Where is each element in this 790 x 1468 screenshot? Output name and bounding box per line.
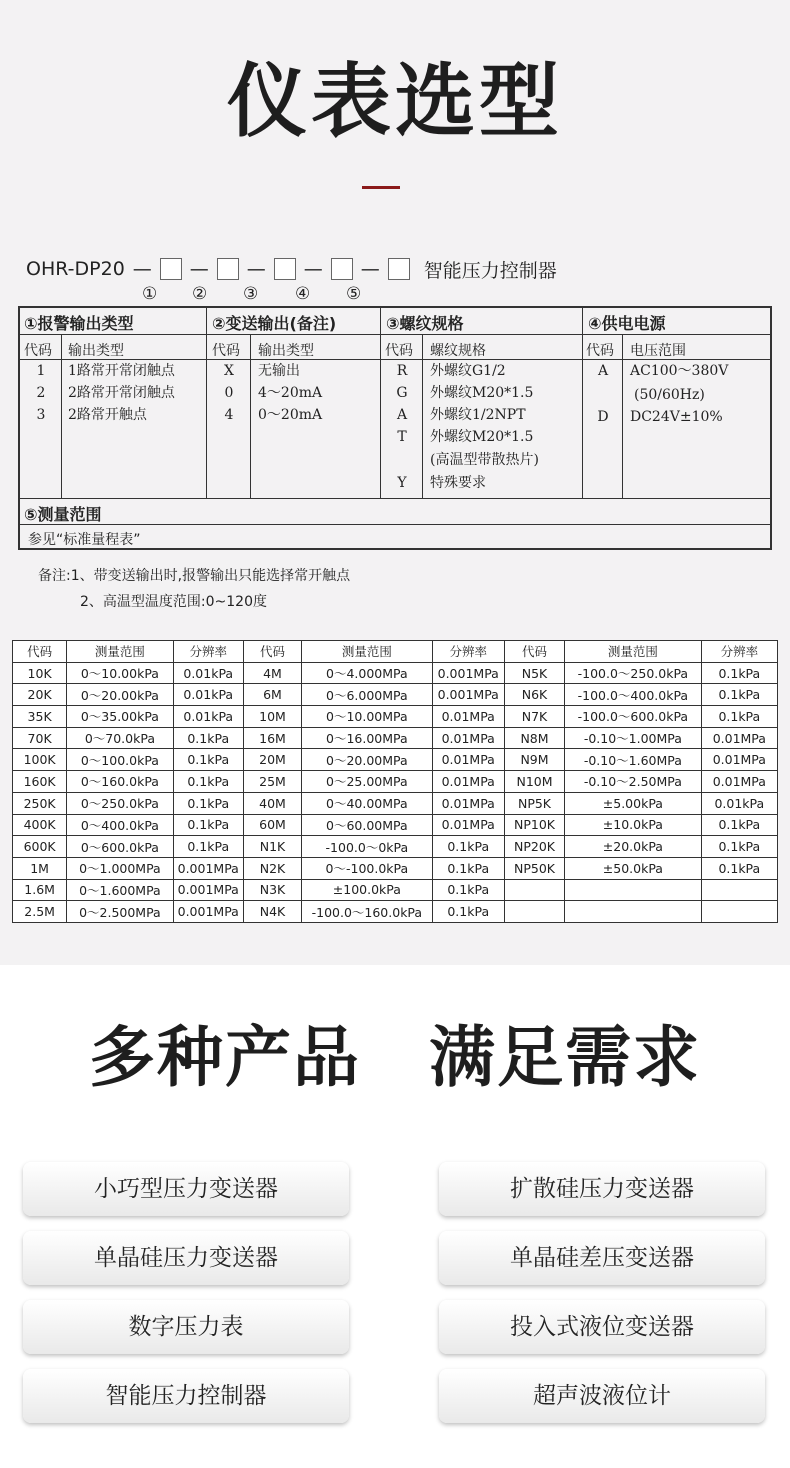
table-row: [13, 684, 778, 706]
table-cell: 0～100.0kPa: [67, 749, 173, 771]
table-cell: 0.01MPa: [701, 771, 777, 793]
grid-line: [206, 308, 207, 498]
table-cell: N8M: [504, 727, 564, 749]
model-dash: —: [303, 258, 323, 280]
column-header: 代码: [13, 641, 67, 663]
section-header: ①报警输出类型: [24, 314, 134, 333]
column-header: 代码: [212, 343, 240, 359]
column-header: 分辨率: [701, 641, 777, 663]
note-line: 备注:1、带变送输出时,报警输出只能选择常开触点: [38, 568, 351, 584]
range-reference: 参见“标准量程表”: [28, 532, 141, 548]
table-cell: 4M: [243, 662, 301, 684]
option-code: T: [397, 429, 407, 445]
grid-line: [20, 334, 770, 335]
page-title: 仪表选型: [227, 55, 563, 148]
column-header: 测量范围: [302, 641, 433, 663]
option-code: G: [396, 385, 408, 401]
table-cell: 0～20.00MPa: [302, 749, 433, 771]
selection-table: [18, 306, 772, 550]
table-row: [13, 662, 778, 684]
option-desc: 特殊要求: [430, 475, 486, 491]
table-cell: 0.01MPa: [432, 792, 504, 814]
table-cell: 0.1kPa: [701, 857, 777, 879]
option-desc: 外螺纹1/2NPT: [430, 407, 526, 423]
column-header: 测量范围: [565, 641, 702, 663]
model-code: [26, 254, 557, 284]
table-cell: [565, 901, 702, 923]
table-row: [13, 706, 778, 728]
product-button[interactable]: 扩散硅压力变送器: [439, 1162, 765, 1216]
option-code: 4: [224, 407, 234, 423]
slot-number: ⑤: [346, 284, 362, 304]
table-cell: 6M: [243, 684, 301, 706]
table-cell: NP50K: [504, 857, 564, 879]
model-slot-box: [274, 258, 296, 280]
model-dash: —: [360, 258, 380, 280]
model-suffix: 智能压力控制器: [423, 259, 557, 282]
option-desc: 外螺纹M20*1.5: [430, 385, 534, 401]
table-cell: [701, 879, 777, 901]
option-desc: AC100～380V: [630, 363, 729, 379]
table-cell: 0～10.00kPa: [67, 662, 173, 684]
table-row: [13, 792, 778, 814]
table-cell: 0.001MPa: [432, 684, 504, 706]
table-cell: 0.01MPa: [701, 727, 777, 749]
model-dash: —: [132, 258, 152, 280]
column-header: 输出类型: [68, 343, 124, 359]
table-cell: NP10K: [504, 814, 564, 836]
table-cell: [701, 901, 777, 923]
table-row: [13, 836, 778, 858]
table-cell: 0～60.00MPa: [302, 814, 433, 836]
table-cell: -100.0～0kPa: [302, 836, 433, 858]
product-button[interactable]: 小巧型压力变送器: [23, 1162, 349, 1216]
table-cell: N6K: [504, 684, 564, 706]
table-cell: N9M: [504, 749, 564, 771]
option-code: A: [597, 363, 609, 379]
table-cell: -100.0～250.0kPa: [565, 662, 702, 684]
table-cell: 0～600.0kPa: [67, 836, 173, 858]
option-desc: 1路常开常闭触点: [68, 363, 175, 379]
table-cell: 0.1kPa: [432, 879, 504, 901]
product-button[interactable]: 数字压力表: [23, 1300, 349, 1354]
table-row: [13, 727, 778, 749]
table-cell: -100.0～160.0kPa: [302, 901, 433, 923]
grid-line: [582, 308, 583, 498]
table-cell: 0～1.000MPa: [67, 857, 173, 879]
table-cell: ±50.0kPa: [565, 857, 702, 879]
table-cell: 0～250.0kPa: [67, 792, 173, 814]
column-header: 分辨率: [173, 641, 243, 663]
model-prefix: OHR-DP20: [26, 258, 125, 280]
table-cell: 600K: [13, 836, 67, 858]
option-code: 2: [36, 385, 46, 401]
table-cell: 0～16.00MPa: [302, 727, 433, 749]
title-divider: [362, 186, 400, 189]
table-cell: 70K: [13, 727, 67, 749]
table-cell: -100.0～400.0kPa: [565, 684, 702, 706]
table-cell: -0.10～1.00MPa: [565, 727, 702, 749]
table-cell: 35K: [13, 706, 67, 728]
table-cell: N5K: [504, 662, 564, 684]
table-cell: 0.01MPa: [432, 814, 504, 836]
table-cell: 0.1kPa: [701, 684, 777, 706]
table-row: [13, 879, 778, 901]
table-cell: 0～35.00kPa: [67, 706, 173, 728]
table-row: [13, 857, 778, 879]
table-cell: NP5K: [504, 792, 564, 814]
table-cell: N7K: [504, 706, 564, 728]
option-desc: (50/60Hz): [634, 387, 705, 403]
table-cell: N1K: [243, 836, 301, 858]
table-cell: 250K: [13, 792, 67, 814]
table-cell: 0.001MPa: [173, 879, 243, 901]
table-cell: 0.1kPa: [173, 749, 243, 771]
table-cell: 100K: [13, 749, 67, 771]
table-cell: 0.001MPa: [432, 662, 504, 684]
column-header: 输出类型: [258, 343, 314, 359]
table-cell: 10K: [13, 662, 67, 684]
option-desc: 外螺纹G1/2: [430, 363, 506, 379]
table-cell: 2.5M: [13, 901, 67, 923]
section-header: ③螺纹规格: [386, 314, 464, 333]
table-cell: 0～2.500MPa: [67, 901, 173, 923]
table-cell: 0.1kPa: [432, 857, 504, 879]
table-cell: 0.01MPa: [701, 749, 777, 771]
table-row: [13, 901, 778, 923]
table-cell: ±10.0kPa: [565, 814, 702, 836]
note-line: 2、高温型温度范围:0~120度: [80, 594, 267, 610]
table-cell: 0.1kPa: [701, 662, 777, 684]
model-slot-box: [160, 258, 182, 280]
slot-number: ②: [192, 284, 208, 304]
table-cell: 0.1kPa: [173, 727, 243, 749]
table-cell: 0.1kPa: [701, 836, 777, 858]
table-cell: 160K: [13, 771, 67, 793]
table-cell: 0.01MPa: [432, 749, 504, 771]
option-desc: 0～20mA: [258, 407, 323, 423]
grid-line: [422, 334, 423, 498]
table-cell: 0.001MPa: [173, 857, 243, 879]
table-cell: 0～40.00MPa: [302, 792, 433, 814]
table-cell: NP20K: [504, 836, 564, 858]
slot-number: ③: [243, 284, 259, 304]
option-code: 1: [36, 363, 46, 379]
standard-range-table: [12, 640, 778, 923]
product-button[interactable]: 单晶硅差压变送器: [439, 1231, 765, 1285]
column-header: 代码: [243, 641, 301, 663]
column-header: 螺纹规格: [430, 343, 486, 359]
table-cell: 0～70.0kPa: [67, 727, 173, 749]
table-cell: ±20.0kPa: [565, 836, 702, 858]
table-cell: 25M: [243, 771, 301, 793]
product-button[interactable]: 超声波液位计: [439, 1369, 765, 1423]
grid-line: [61, 334, 62, 498]
column-header: 代码: [504, 641, 564, 663]
table-cell: 0.01MPa: [432, 727, 504, 749]
option-code: 0: [224, 385, 234, 401]
option-desc: DC24V±10%: [630, 409, 723, 425]
table-cell: 0～160.0kPa: [67, 771, 173, 793]
slot-number: ④: [295, 284, 311, 304]
table-cell: 0～25.00MPa: [302, 771, 433, 793]
table-cell: 0～1.600MPa: [67, 879, 173, 901]
table-cell: 0.001MPa: [173, 901, 243, 923]
option-code: Y: [397, 475, 407, 491]
table-cell: 0～10.00MPa: [302, 706, 433, 728]
option-code: A: [396, 407, 408, 423]
option-code: 3: [36, 407, 46, 423]
model-slot-box: [388, 258, 410, 280]
table-cell: -0.10～1.60MPa: [565, 749, 702, 771]
table-cell: 0～6.000MPa: [302, 684, 433, 706]
table-cell: N2K: [243, 857, 301, 879]
table-cell: 0.01MPa: [432, 706, 504, 728]
table-cell: 20K: [13, 684, 67, 706]
table-cell: 60M: [243, 814, 301, 836]
table-cell: 0～20.00kPa: [67, 684, 173, 706]
table-cell: 0.1kPa: [173, 836, 243, 858]
product-button[interactable]: 单晶硅压力变送器: [23, 1231, 349, 1285]
table-cell: 0.1kPa: [173, 814, 243, 836]
table-cell: ±5.00kPa: [565, 792, 702, 814]
table-cell: 0.01kPa: [701, 792, 777, 814]
column-header: 电压范围: [630, 343, 686, 359]
slot-number: ①: [142, 284, 158, 304]
column-header: 分辨率: [432, 641, 504, 663]
table-cell: 1M: [13, 857, 67, 879]
option-code: X: [224, 363, 234, 379]
option-code: R: [396, 363, 408, 379]
table-cell: 0.1kPa: [432, 901, 504, 923]
table-cell: 10M: [243, 706, 301, 728]
table-cell: 0.01kPa: [173, 662, 243, 684]
table-cell: N3K: [243, 879, 301, 901]
table-cell: -0.10～2.50MPa: [565, 771, 702, 793]
column-header: 代码: [385, 343, 413, 359]
table-cell: ±100.0kPa: [302, 879, 433, 901]
table-row: [13, 771, 778, 793]
table-cell: 0.1kPa: [173, 771, 243, 793]
table-cell: 0.01kPa: [173, 684, 243, 706]
table-cell: 0.1kPa: [701, 706, 777, 728]
option-desc: (高温型带散热片): [430, 452, 539, 468]
product-button[interactable]: 投入式液位变送器: [439, 1300, 765, 1354]
products-title: 多种产品 满足需求: [89, 1019, 701, 1096]
table-cell: 0.1kPa: [173, 792, 243, 814]
table-cell: 20M: [243, 749, 301, 771]
table-cell: 400K: [13, 814, 67, 836]
grid-line: [20, 524, 770, 525]
model-slot-box: [331, 258, 353, 280]
table-cell: 1.6M: [13, 879, 67, 901]
table-cell: [565, 879, 702, 901]
table-cell: 16M: [243, 727, 301, 749]
model-slot-box: [217, 258, 239, 280]
table-cell: N4K: [243, 901, 301, 923]
option-desc: 无输出: [258, 363, 300, 379]
table-row: [13, 814, 778, 836]
table-cell: 0.01MPa: [432, 771, 504, 793]
grid-line: [250, 334, 251, 498]
product-button[interactable]: 智能压力控制器: [23, 1369, 349, 1423]
section-header: ④供电电源: [588, 314, 666, 333]
table-cell: 0～4.000MPa: [302, 662, 433, 684]
model-dash: —: [246, 258, 266, 280]
table-row: [13, 749, 778, 771]
table-cell: 40M: [243, 792, 301, 814]
table-cell: -100.0～600.0kPa: [565, 706, 702, 728]
grid-line: [622, 334, 623, 498]
option-desc: 4～20mA: [258, 385, 323, 401]
table-cell: [504, 879, 564, 901]
option-code: D: [597, 409, 609, 425]
option-desc: 2路常开触点: [68, 407, 147, 423]
table-cell: N10M: [504, 771, 564, 793]
option-desc: 外螺纹M20*1.5: [430, 429, 534, 445]
table-cell: 0.01kPa: [173, 706, 243, 728]
model-dash: —: [189, 258, 209, 280]
grid-line: [380, 308, 381, 498]
section-header: ⑤测量范围: [24, 505, 102, 524]
column-header: 测量范围: [67, 641, 173, 663]
section-header: ②变送输出(备注): [212, 314, 337, 333]
table-cell: 0～400.0kPa: [67, 814, 173, 836]
column-header: 代码: [586, 343, 614, 359]
table-cell: 0.1kPa: [701, 814, 777, 836]
column-header: 代码: [24, 343, 52, 359]
table-cell: [504, 901, 564, 923]
option-desc: 2路常开常闭触点: [68, 385, 175, 401]
table-cell: 0～-100.0kPa: [302, 857, 433, 879]
table-header-row: [13, 641, 778, 663]
table-cell: 0.1kPa: [432, 836, 504, 858]
grid-line: [20, 498, 770, 499]
